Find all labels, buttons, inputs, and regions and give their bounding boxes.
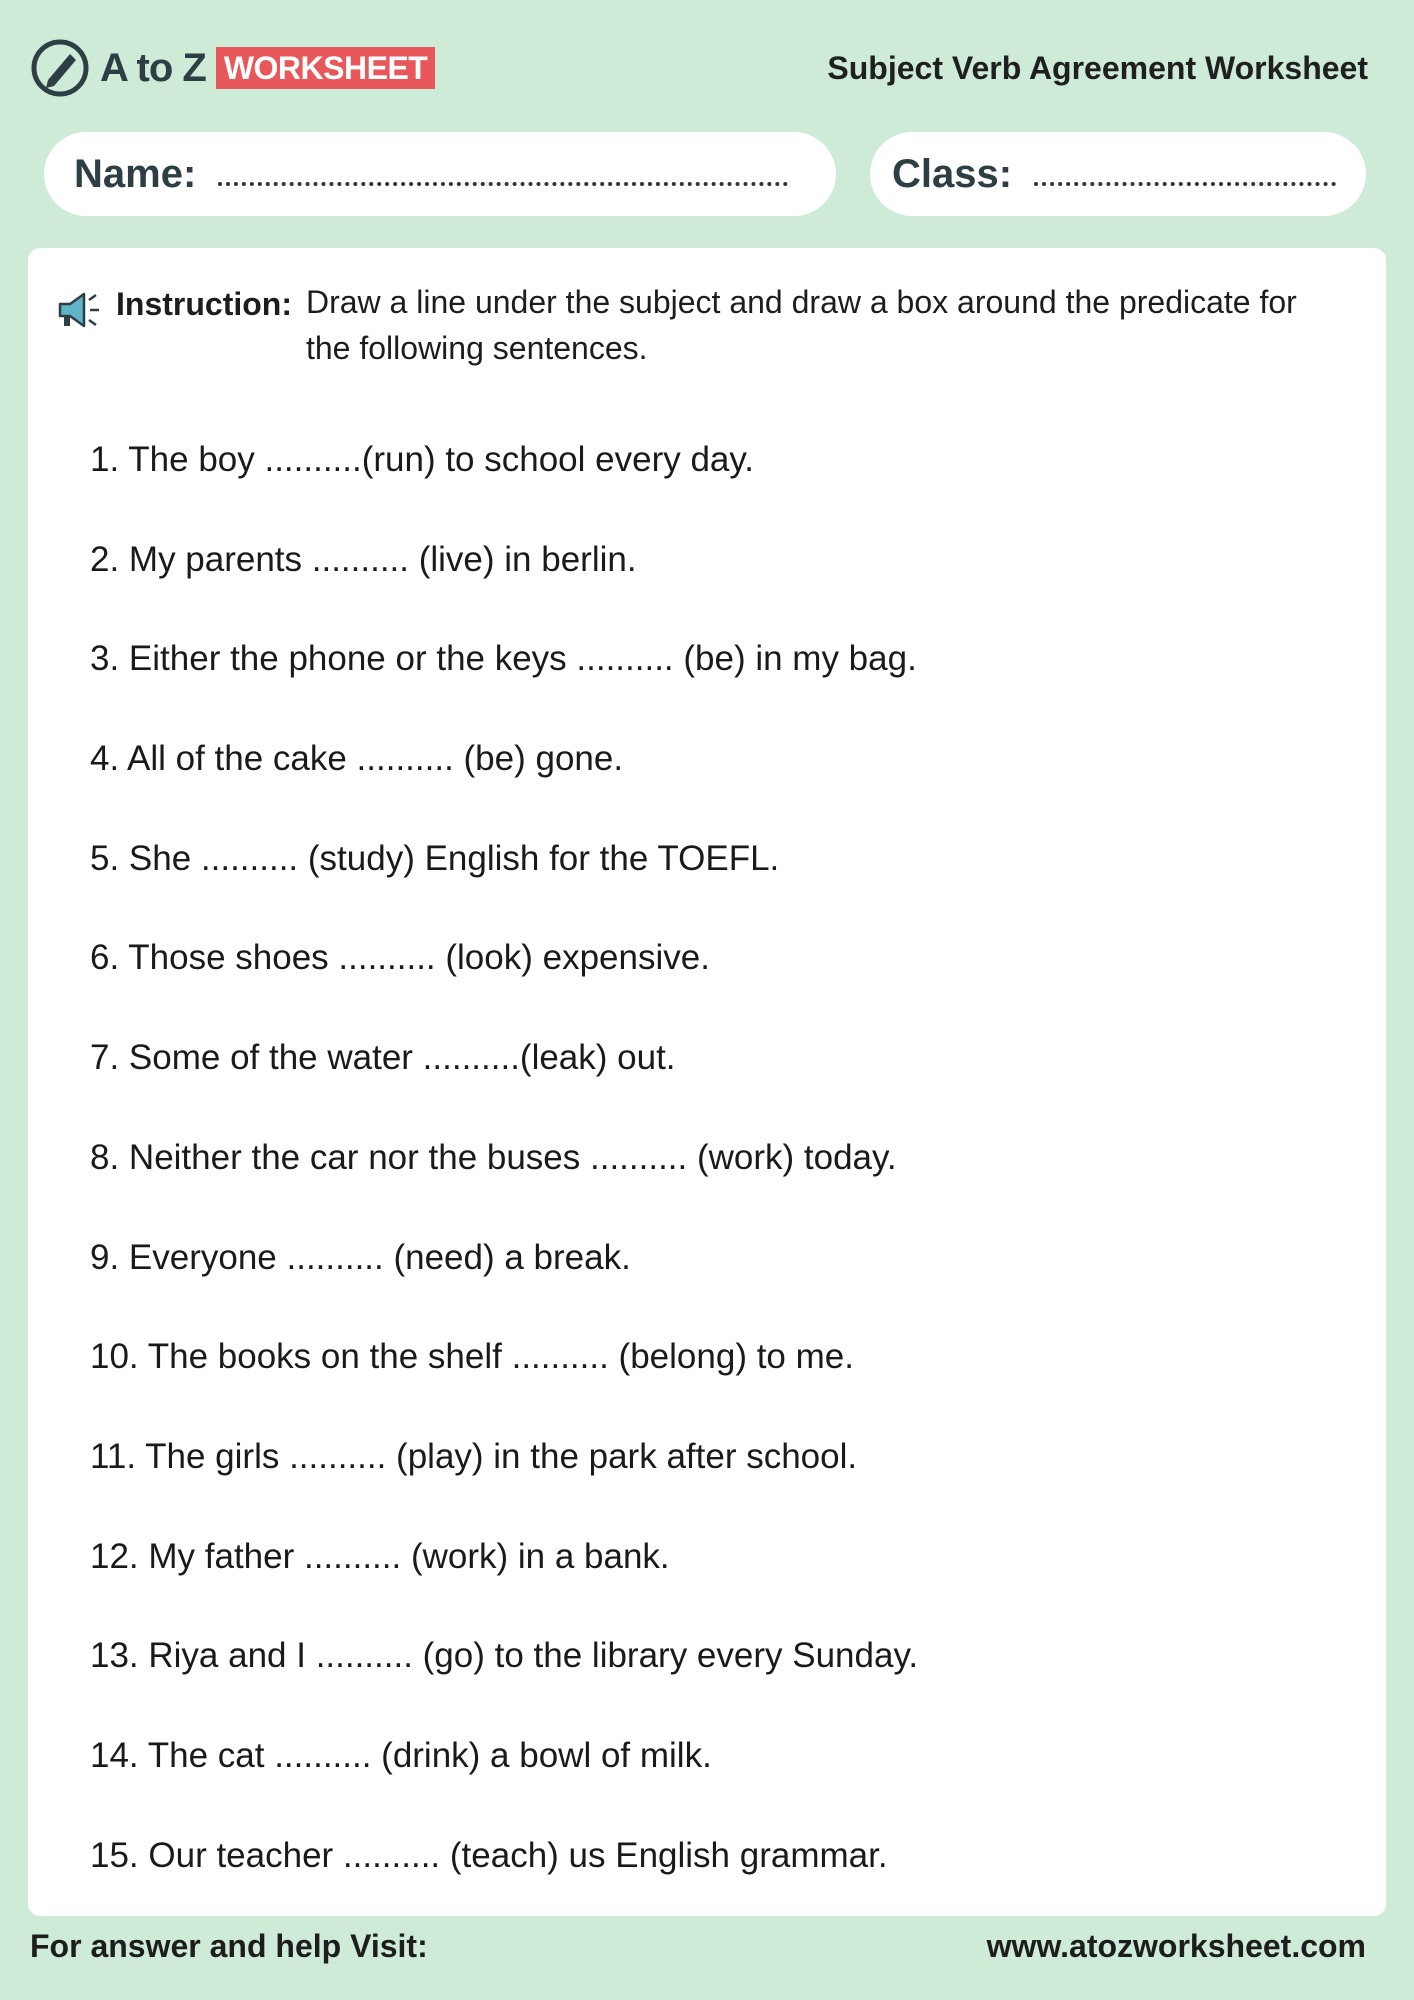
question-item: 14. The cat .......... (drink) a bowl of milk. — [90, 1735, 712, 1775]
question-item: 8. Neither the car nor the buses .......... (work) today. — [90, 1137, 897, 1177]
question-item: 12. My father .......... (work) in a bank. — [90, 1536, 670, 1576]
logo-pencil-icon — [30, 38, 90, 98]
instruction-text: Draw a line under the subject and draw a box around the predicate for the following sentences. — [305, 284, 1297, 366]
question-item: 9. Everyone .......... (need) a break. — [90, 1237, 631, 1277]
footer-url-link[interactable]: www.atozworksheet.com — [986, 1928, 1366, 1964]
class-label: Class: — [892, 151, 1013, 196]
megaphone-icon — [54, 288, 102, 332]
footer-help-text: For answer and help Visit: — [30, 1928, 428, 1964]
question-item: 13. Riya and I .......... (go) to the library every Sunday. — [90, 1636, 919, 1676]
worksheet-card — [28, 248, 1386, 1916]
question-item: 7. Some of the water ..........(leak) out. — [90, 1038, 676, 1078]
instruction-label: Instruction: — [116, 286, 292, 322]
class-blank-line[interactable] — [1034, 182, 1336, 186]
class-field[interactable] — [870, 132, 1366, 216]
page-header — [0, 0, 1414, 125]
question-item: 2. My parents .......... (live) in berlin. — [90, 539, 637, 579]
name-label: Name: — [74, 151, 197, 196]
question-item: 6. Those shoes .......... (look) expensive. — [90, 938, 710, 978]
question-item: 5. She .......... (study) English for the TOEFL. — [90, 838, 780, 878]
instruction-block — [54, 286, 1354, 371]
question-item: 10. The books on the shelf .......... (belong) to me. — [90, 1337, 854, 1377]
question-item: 15. Our teacher .......... (teach) us English grammar. — [90, 1835, 888, 1875]
question-item: 11. The girls .......... (play) in the park after school. — [90, 1436, 858, 1476]
page-title: Subject Verb Agreement Worksheet — [827, 50, 1368, 86]
brand-logo[interactable] — [30, 38, 435, 98]
question-item: 3. Either the phone or the keys .......... (be) in my bag. — [90, 639, 917, 679]
question-list — [90, 442, 1340, 1937]
name-field[interactable] — [44, 132, 836, 216]
question-item: 4. All of the cake .......... (be) gone. — [90, 739, 624, 779]
name-blank-line[interactable] — [218, 182, 788, 186]
logo-highlight: WORKSHEET — [216, 47, 436, 89]
logo-text: A to Z — [100, 45, 206, 90]
question-item: 1. The boy ..........(run) to school every day. — [90, 440, 755, 479]
